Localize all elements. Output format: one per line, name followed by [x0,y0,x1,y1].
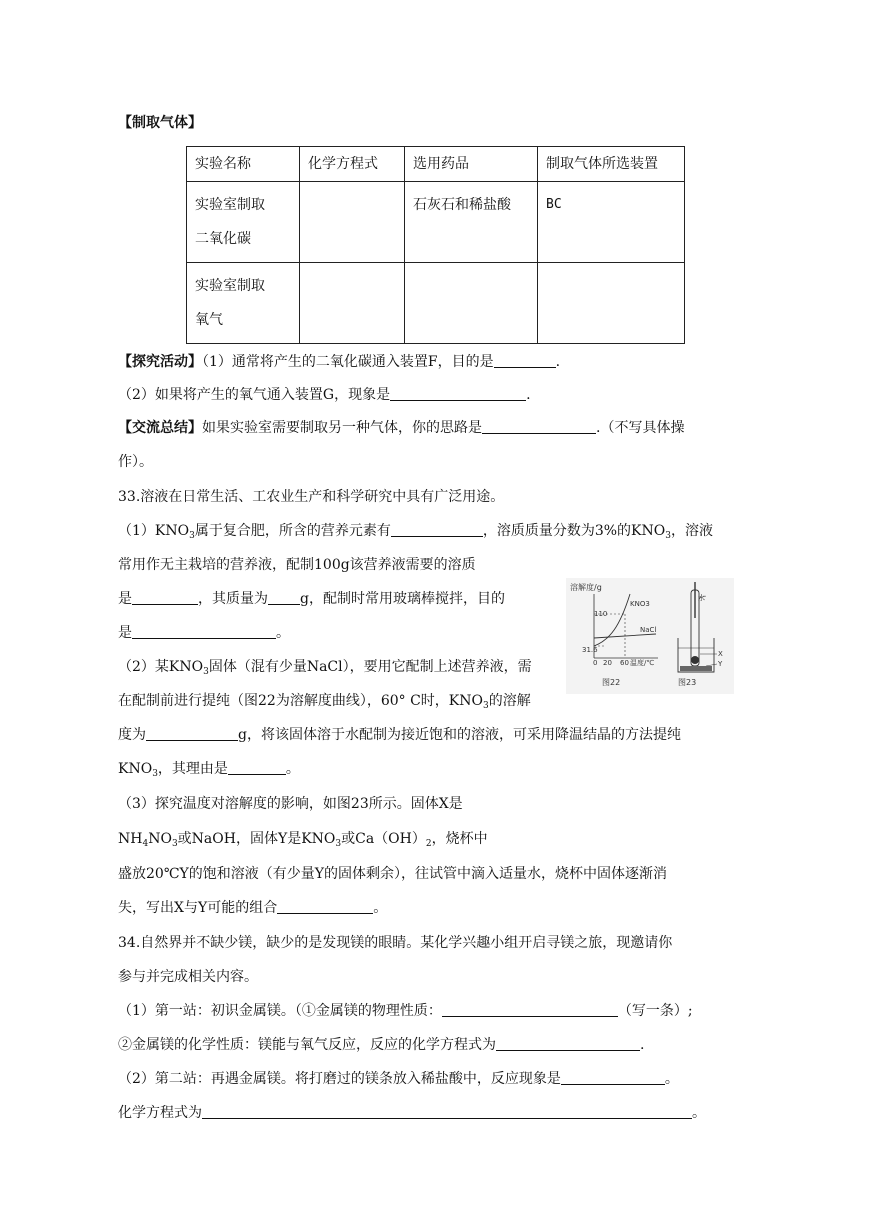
q33-part1-line3: 是 ，其质量为 g，配制时常用玻璃棒搅拌，目的 [118,591,505,607]
table-cell-equation[interactable] [300,182,405,263]
table-header-cell: 选用药品 [405,147,538,182]
y-pointer [706,664,717,666]
q33-part2-line1: （2）某$KNO_3$固体（混有少量NaCl），要用它配制上述营养液，需 [118,659,532,677]
x-axis-label: 温度/℃ [630,659,655,667]
table-header-cell: 制取气体所选装置 [538,147,685,182]
answer-blank[interactable] [482,418,596,434]
answer-blank[interactable] [202,1103,692,1119]
solubility-figure [566,578,734,694]
table-row [187,182,685,263]
label-y: Y [718,660,723,668]
q33-part3-line3: 盛放20℃Y的饱和溶液（有少量Y的固体剩余），往试管中滴入适量水，烧杯中固体逐渐消 [118,866,667,882]
answer-blank[interactable] [268,589,300,605]
q34-intro-line2: 参与并完成相关内容。 [118,969,258,985]
x-tick-60: 60 [620,659,629,667]
gas-table [186,146,685,344]
answer-blank[interactable] [277,898,373,914]
table-header-cell: 化学方程式 [300,147,405,182]
answer-blank[interactable] [132,623,276,639]
q33-part1-line4: 是 。 [118,625,290,641]
answer-blank[interactable] [496,1035,640,1051]
table-cell-name: 实验室制取 氧气 [187,263,300,344]
table-header-row [187,147,685,182]
answer-blank[interactable] [228,759,286,775]
summary-line-2: 作）。 [118,454,153,470]
answer-blank[interactable] [146,725,238,741]
q34-intro-line1: 34.自然界并不缺少镁，缺少的是发现镁的眼睛。某化学兴趣小组开启寻镁之旅，现邀请你 [118,935,673,951]
figure-caption-23: 图23 [678,678,697,687]
solid-x [691,656,699,664]
table-header-cell: 实验名称 [187,147,300,182]
answer-blank[interactable] [132,589,198,605]
section-title-gas: 【制取气体】 [118,115,202,131]
y-tick-110: 110 [594,610,608,618]
label-x: X [718,650,723,658]
label-water: 水 [698,594,705,602]
explore-q1: 【探究活动】（1）通常将产生的二氧化碳通入装置F，目的是 . [118,354,561,370]
explore-q2: （2）如果将产生的氧气通入装置G，现象是 . [118,387,531,403]
answer-blank[interactable] [391,521,483,537]
curve-label-nacl: NaCl [640,626,657,634]
q34-station2-line1: （2）第二站：再遇金属镁。将打磨过的镁条放入稀盐酸中，反应现象是 。 [118,1071,679,1087]
table-cell-reagent[interactable] [405,263,538,344]
answer-blank[interactable] [390,385,526,401]
table-cell-reagent: 石灰石和稀盐酸 [405,182,538,263]
figure-caption-22: 图22 [602,678,621,687]
table-cell-device[interactable] [538,263,685,344]
solid-y [680,666,712,671]
q33-part3-line2: $NH_4NO_3$或NaOH，固体Y是$KNO_3$或$Ca(OH)_2$，烧杯中 [118,831,488,849]
q34-station1-line2: ②金属镁的化学性质：镁能与氧气反应，反应的化学方程式为 . [118,1037,645,1053]
curve-label-kno3: KNO3 [630,600,650,608]
q33-part2-line4: $KNO_3$，其理由是 。 [118,761,300,779]
q33-part3-line1: （3）探究温度对溶解度的影响，如图23所示。固体X是 [118,796,463,812]
summary-line: 【交流总结】如果实验室需要制取另一种气体，你的思路是 .（不写具体操 [118,420,685,436]
y-axis-label: 溶解度/g [570,583,602,592]
answer-blank[interactable] [494,352,556,368]
table-cell-equation[interactable] [300,263,405,344]
table-row [187,263,685,344]
answer-blank[interactable] [561,1069,665,1085]
q34-station1-line1: （1）第一站：初识金属镁。（①金属镁的物理性质： （写一条）; [118,1003,693,1019]
q33-part1-line1: $(1)KNO_3$属于复合肥，所含的营养元素有 ，溶质质量分数为3%的$KNO_3$，溶液 [118,523,713,541]
q33-part2-line3: 度为 g，将该固体溶于水配制为接近饱和的溶液，可采用降温结晶的方法提纯 [118,727,681,743]
y-tick-31-6: 31.6 [582,646,598,654]
q34-station2-line2: 化学方程式为 。 [118,1105,706,1121]
x-tick-0: 0 [593,659,598,667]
q33-intro: 33.溶液在日常生活、工农业生产和科学研究中具有广泛用途。 [118,489,505,505]
answer-blank[interactable] [442,1001,618,1017]
table-cell-name: 实验室制取 二氧化碳 [187,182,300,263]
x-tick-20: 20 [603,659,612,667]
table-cell-device: BC [538,182,685,263]
kno3-curve [594,594,630,646]
q33-part2-line2: 在配制前进行提纯（图22为溶解度曲线），60° C时，$KNO_3$的溶解 [118,693,531,711]
q33-part3-line4: 失，写出X与Y可能的组合 。 [118,900,388,916]
q33-part1-line2: 常用作无主栽培的营养液，配制100g该营养液需要的溶质 [118,557,476,573]
figure-svg [566,578,734,694]
